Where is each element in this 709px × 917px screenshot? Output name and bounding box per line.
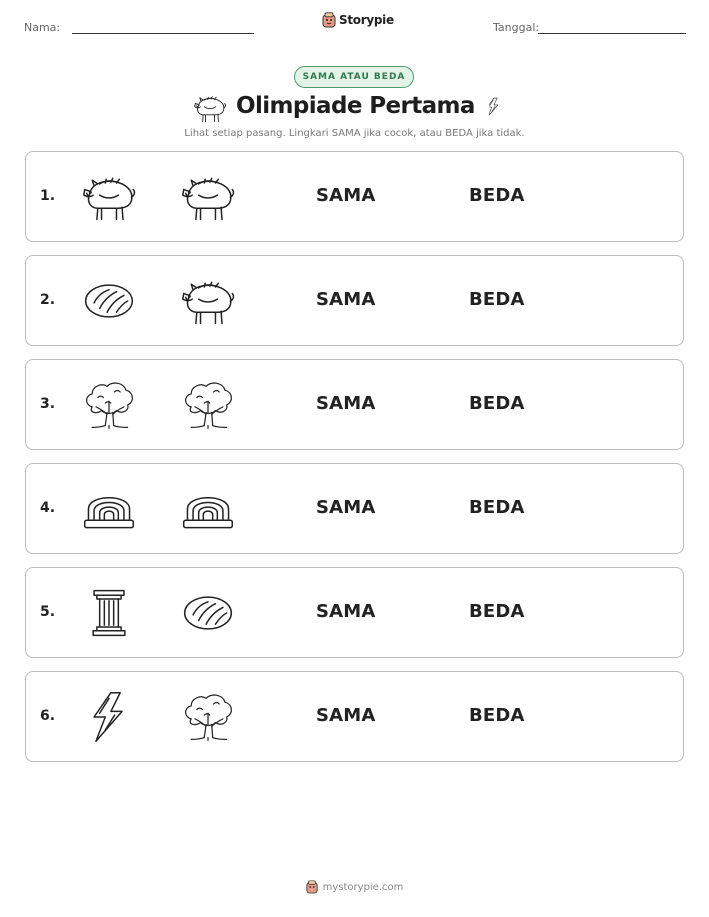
oven-icon [81,481,137,537]
different-option[interactable]: BEDA [469,393,525,414]
name-field[interactable] [72,33,254,34]
storypie-mascot-icon [322,12,336,28]
same-option[interactable]: SAMA [316,705,376,726]
exercise-row [25,463,684,554]
tree-icon [180,377,236,433]
exercise-row [25,151,684,242]
row-number: 1. [40,188,56,204]
instructions: Lihat setiap pasang. Lingkari SAMA jika cocok, atau BEDA jika tidak. [184,128,525,139]
row-number: 3. [40,396,56,412]
same-option[interactable]: SAMA [316,289,376,310]
title-row [0,90,709,126]
row-number: 2. [40,292,56,308]
row-number: 4. [40,500,56,516]
exercise-row [25,359,684,450]
same-option[interactable]: SAMA [316,393,376,414]
oven-icon [180,481,236,537]
brand-logo [322,12,394,28]
boar-icon [180,169,236,225]
different-option[interactable]: BEDA [469,289,525,310]
same-option[interactable]: SAMA [316,185,376,206]
same-option[interactable]: SAMA [316,601,376,622]
worksheet-header [0,0,709,50]
row-number: 6. [40,708,56,724]
brand-name: Storypie [339,13,394,27]
row-number: 5. [40,604,56,620]
page-title: Olimpiade Pertama [236,93,475,119]
footer-site: mystorypie.com [322,881,404,893]
same-option[interactable]: SAMA [316,497,376,518]
lightning-icon [489,91,511,123]
activity-badge: SAMA ATAU BEDA [294,66,414,88]
tree-icon [180,689,236,745]
bread-icon [81,273,137,329]
date-field[interactable] [538,33,686,34]
different-option[interactable]: BEDA [469,601,525,622]
tree-icon [81,377,137,433]
name-label: Nama: [24,21,61,34]
boar-icon [193,92,227,124]
exercise-row [25,671,684,762]
date-label: Tanggal: [493,21,540,34]
exercise-row [25,567,684,658]
boar-icon [180,273,236,329]
footer [0,880,709,894]
bread-icon [180,585,236,641]
different-option[interactable]: BEDA [469,497,525,518]
exercise-row [25,255,684,346]
different-option[interactable]: BEDA [469,705,525,726]
different-option[interactable]: BEDA [469,185,525,206]
lightning-icon [81,689,137,745]
boar-icon [81,169,137,225]
storypie-mascot-icon [306,880,318,894]
column-icon [81,585,137,641]
